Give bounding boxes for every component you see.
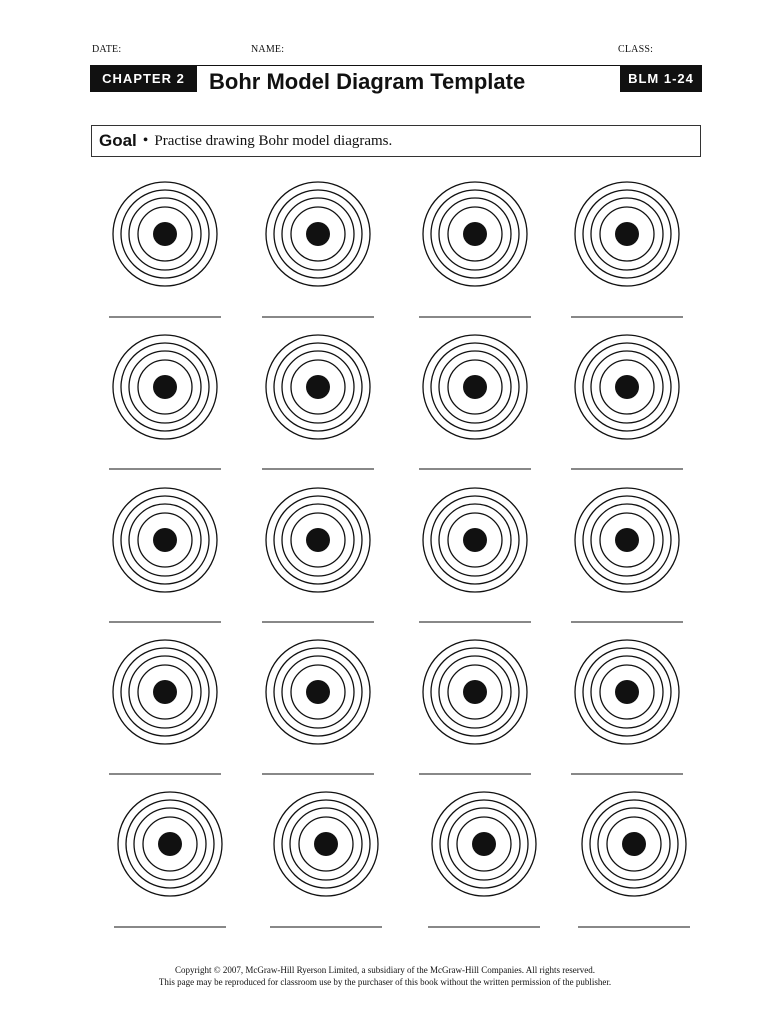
bohr-diagram [109, 335, 221, 469]
bohr-diagram [571, 488, 683, 622]
nucleus-dot [463, 375, 487, 399]
bohr-diagram [419, 488, 531, 622]
nucleus-dot [622, 832, 646, 856]
blm-badge: BLM 1-24 [620, 66, 702, 92]
bohr-diagram [109, 488, 221, 622]
nucleus-dot [615, 528, 639, 552]
bohr-diagram [270, 792, 382, 927]
page-title: Bohr Model Diagram Template [209, 69, 526, 94]
bohr-diagram [578, 792, 690, 927]
goal-bullet: • [142, 132, 149, 149]
bohr-diagram [262, 488, 374, 622]
copyright-footer [0, 964, 770, 988]
name-label: NAME: [251, 44, 285, 55]
nucleus-dot [153, 222, 177, 246]
bohr-diagram [262, 335, 374, 469]
bohr-diagram [428, 792, 540, 927]
goal-label: Goal [99, 131, 137, 150]
bohr-diagram [571, 335, 683, 469]
bohr-diagram [262, 182, 374, 317]
bohr-diagram [109, 640, 221, 774]
nucleus-dot [463, 680, 487, 704]
permission-line: This page may be reproduced for classroom use by the purchaser of this book without the written permission of the publisher. [158, 977, 612, 987]
nucleus-dot [306, 222, 330, 246]
nucleus-dot [153, 528, 177, 552]
bohr-diagram [419, 640, 531, 774]
chapter-badge: CHAPTER 2 [90, 66, 197, 92]
bohr-diagram [419, 182, 531, 317]
bohr-diagram [571, 182, 683, 317]
bohr-diagram [109, 182, 221, 317]
nucleus-dot [463, 528, 487, 552]
nucleus-dot [472, 832, 496, 856]
bohr-diagram [419, 335, 531, 469]
nucleus-dot [463, 222, 487, 246]
copyright-line: Copyright © 2007, McGraw-Hill Ryerson Limited, a subsidiary of the McGraw-Hill Companies. All rights reserved. [175, 965, 595, 975]
nucleus-dot [153, 680, 177, 704]
nucleus-dot [153, 375, 177, 399]
nucleus-dot [314, 832, 338, 856]
nucleus-dot [158, 832, 182, 856]
nucleus-dot [306, 375, 330, 399]
goal-text: Practise drawing Bohr model diagrams. [154, 132, 393, 149]
bohr-diagram [114, 792, 226, 927]
bohr-diagram [571, 640, 683, 774]
nucleus-dot [615, 680, 639, 704]
bohr-diagram [262, 640, 374, 774]
nucleus-dot [306, 528, 330, 552]
nucleus-dot [306, 680, 330, 704]
class-label: CLASS: [618, 44, 654, 55]
nucleus-dot [615, 375, 639, 399]
date-label: DATE: [92, 44, 122, 55]
nucleus-dot [615, 222, 639, 246]
